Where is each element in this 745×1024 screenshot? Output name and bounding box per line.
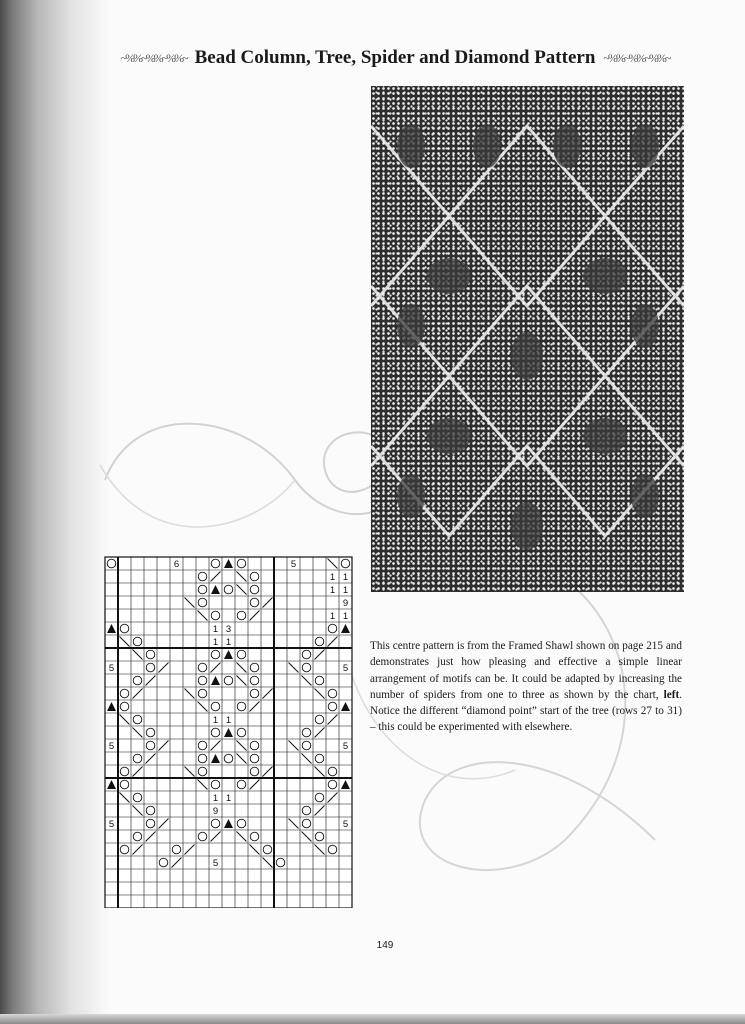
lace-motif-overlay bbox=[371, 86, 684, 592]
chart-stitch-count: 5 bbox=[212, 858, 219, 869]
chart-stitch-count: 1 bbox=[212, 715, 219, 726]
chart-stitch-count: 5 bbox=[108, 741, 115, 752]
chart-stitch-count: 1 bbox=[212, 793, 219, 804]
chart-stitch-count: 5 bbox=[342, 741, 349, 752]
page-title: Bead Column, Tree, Spider and Diamond Pattern bbox=[194, 47, 596, 68]
chart-stitch-count: 1 bbox=[329, 572, 336, 583]
chart-stitch-count: 5 bbox=[108, 819, 115, 830]
description-text-part1: This centre pattern is from the Framed Shawl shown on page 215 and demonstrates just how pleasing and effective a simple linear arrangement of motifs can be. It could be adapted by increasing the number of spiders from one to three as shown by the chart, bbox=[370, 640, 682, 701]
chart-stitch-count: 5 bbox=[342, 663, 349, 674]
pattern-description bbox=[370, 638, 682, 736]
chart-stitch-count: 1 bbox=[342, 585, 349, 596]
chart-stitch-count: 1 bbox=[225, 715, 232, 726]
description-bold-word: left bbox=[663, 688, 680, 701]
chart-stitch-count: 9 bbox=[342, 598, 349, 609]
chart-stitch-count: 9 bbox=[212, 806, 219, 817]
chart-stitch-count: 5 bbox=[290, 559, 297, 570]
page-bottom-edge bbox=[0, 1014, 745, 1024]
book-spine-shadow bbox=[0, 0, 110, 1024]
chart-stitch-count: 6 bbox=[173, 559, 180, 570]
chart-stitch-count: 5 bbox=[342, 819, 349, 830]
chart-stitch-count: 5 bbox=[108, 663, 115, 674]
chart-stitch-count: 3 bbox=[225, 624, 232, 635]
chart-stitch-count: 1 bbox=[342, 611, 349, 622]
header-flourish-right: ~%%~%%~%%~ bbox=[603, 50, 670, 65]
chart-stitch-count: 1 bbox=[225, 637, 232, 648]
knitting-chart bbox=[104, 556, 354, 908]
chart-stitch-count: 1 bbox=[342, 572, 349, 583]
chart-stitch-count: 1 bbox=[329, 611, 336, 622]
description-text-part2: . Notice the different “diamond point” start of the tree (rows 27 to 31) – this could be experimented with elsewhere. bbox=[370, 688, 682, 734]
page-number: 149 bbox=[376, 940, 394, 951]
chart-stitch-count: 1 bbox=[225, 793, 232, 804]
chart-stitch-count: 1 bbox=[212, 637, 219, 648]
header-flourish-left: ~%%~%%~%%~ bbox=[120, 50, 187, 65]
chart-stitch-count: 1 bbox=[329, 585, 336, 596]
lace-sample-photo bbox=[371, 86, 684, 592]
page-header bbox=[95, 44, 695, 72]
chart-stitch-count: 1 bbox=[212, 624, 219, 635]
